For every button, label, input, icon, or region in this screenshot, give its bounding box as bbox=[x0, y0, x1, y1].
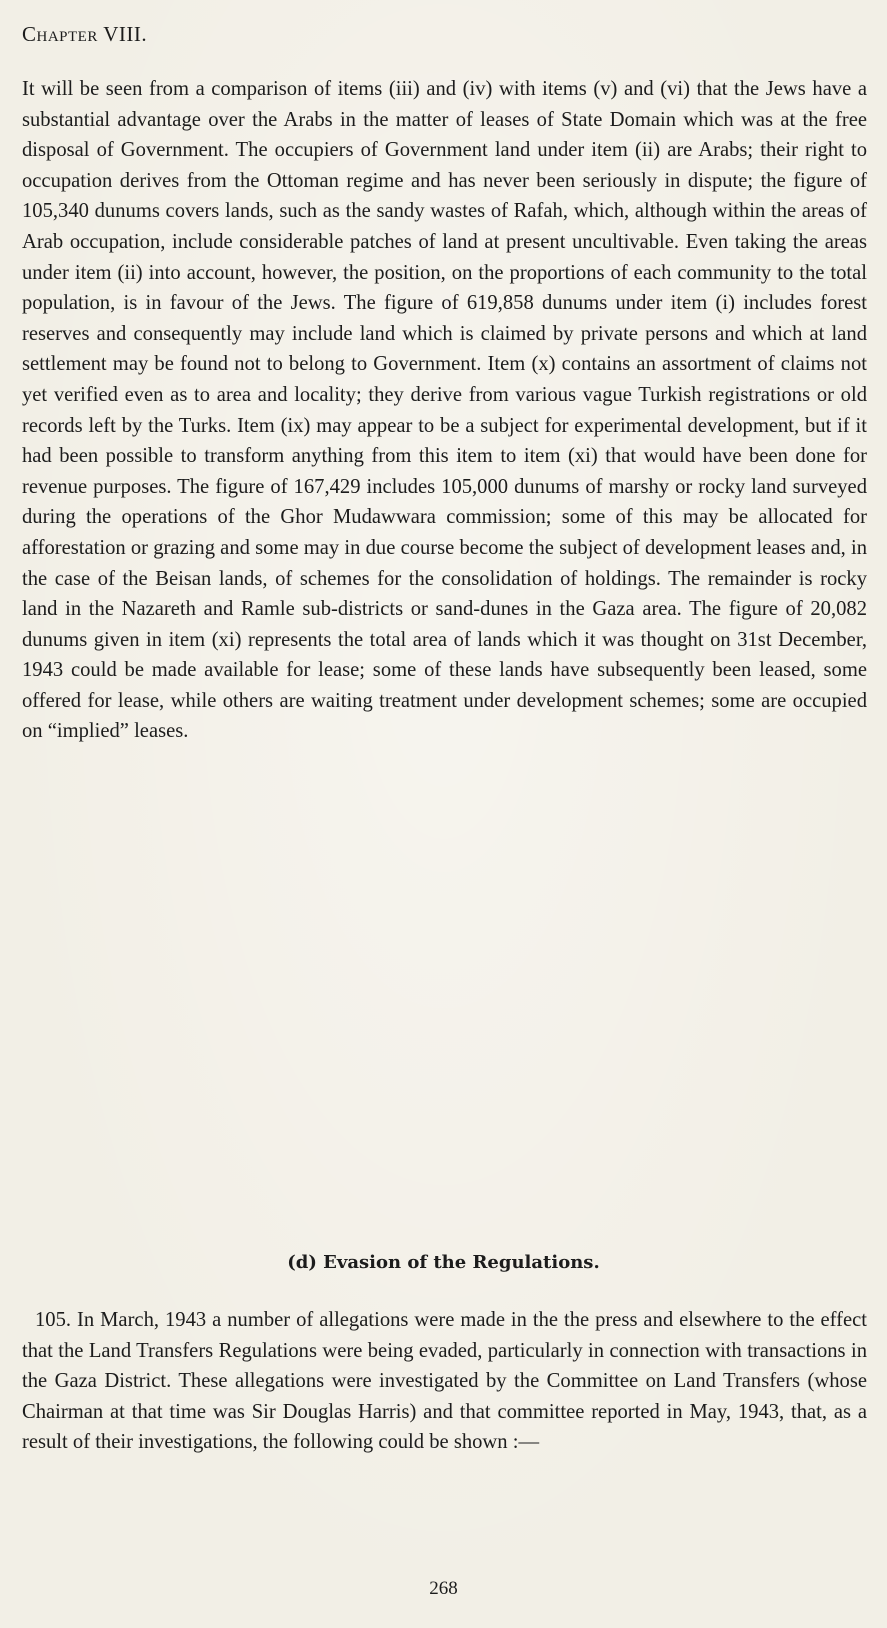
body-paragraph-2 bbox=[22, 1305, 867, 1458]
paragraph-1-text: It will be seen from a comparison of items (iii) and (iv) with items (v) and (vi) that the Jews have a substantial advantage over the Arabs in the matter of leases of State Domain which was at the free disposal of Government. The occupiers of Government land under item (ii) are Arabs; their right to occupation derives from the Ottoman regime and has never been seriously in dispute; the figure of 105,340 dunums covers lands, such as the sandy wastes of Rafah, which, although within the areas of Arab occupation, include considerable patches of land at present uncultivable. Even taking the areas under item (ii) into account, however, the position, on the proportions of each community to the total population, is in favour of the Jews. The figure of 619,858 dunums under item (i) includes forest reserves and consequently may include land which is claimed by private persons and which at land settlement may be found not to belong to Government. Item (x) contains an assortment of claims not yet verified even as to area and locality; they derive from various vague Turkish registrations or old records left by the Turks. Item (ix) may appear to be a subject for experimental development, but if it had been possible to transform anything from this item to item (xi) that would have been done for revenue purposes. The figure of 167,429 includes 105,000 dunums of marshy or rocky land surveyed during the operations of the Ghor Mudawwara commission; some of this may be allocated for afforestation or grazing and some may in due course become the subject of development leases and, in the case of the Beisan lands, of schemes for the consolidation of holdings. The remainder is rocky land in the Nazareth and Ramle sub-districts or sand-dunes in the Gaza area. The figure of 20,082 dunums given in item (xi) represents the total area of lands which it was thought on 31st December, 1943 could be made available for lease; some of these lands have subsequently been leased, some offered for lease, while others are waiting treatment under development schemes; some are occupied on “implied” leases. bbox=[22, 78, 867, 743]
body-paragraph-1 bbox=[22, 74, 867, 747]
paragraph-2-text: 105. In March, 1943 a number of allegations were made in the the press and elsewhere to the effect that the Land Transfers Regulations were being evaded, particularly in connection with transactions in the Gaza District. These allegations were investigated by the Committee on Land Transfers (whose Chairman at that time was Sir Douglas Harris) and that committee reported in May, 1943, that, as a result of their investigations, the following could be shown :— bbox=[22, 1309, 867, 1454]
section-heading: (d) Evasion of the Regulations. bbox=[287, 1252, 600, 1273]
chapter-label: Chapter VIII. bbox=[22, 22, 148, 46]
page-number: 268 bbox=[429, 1578, 458, 1599]
